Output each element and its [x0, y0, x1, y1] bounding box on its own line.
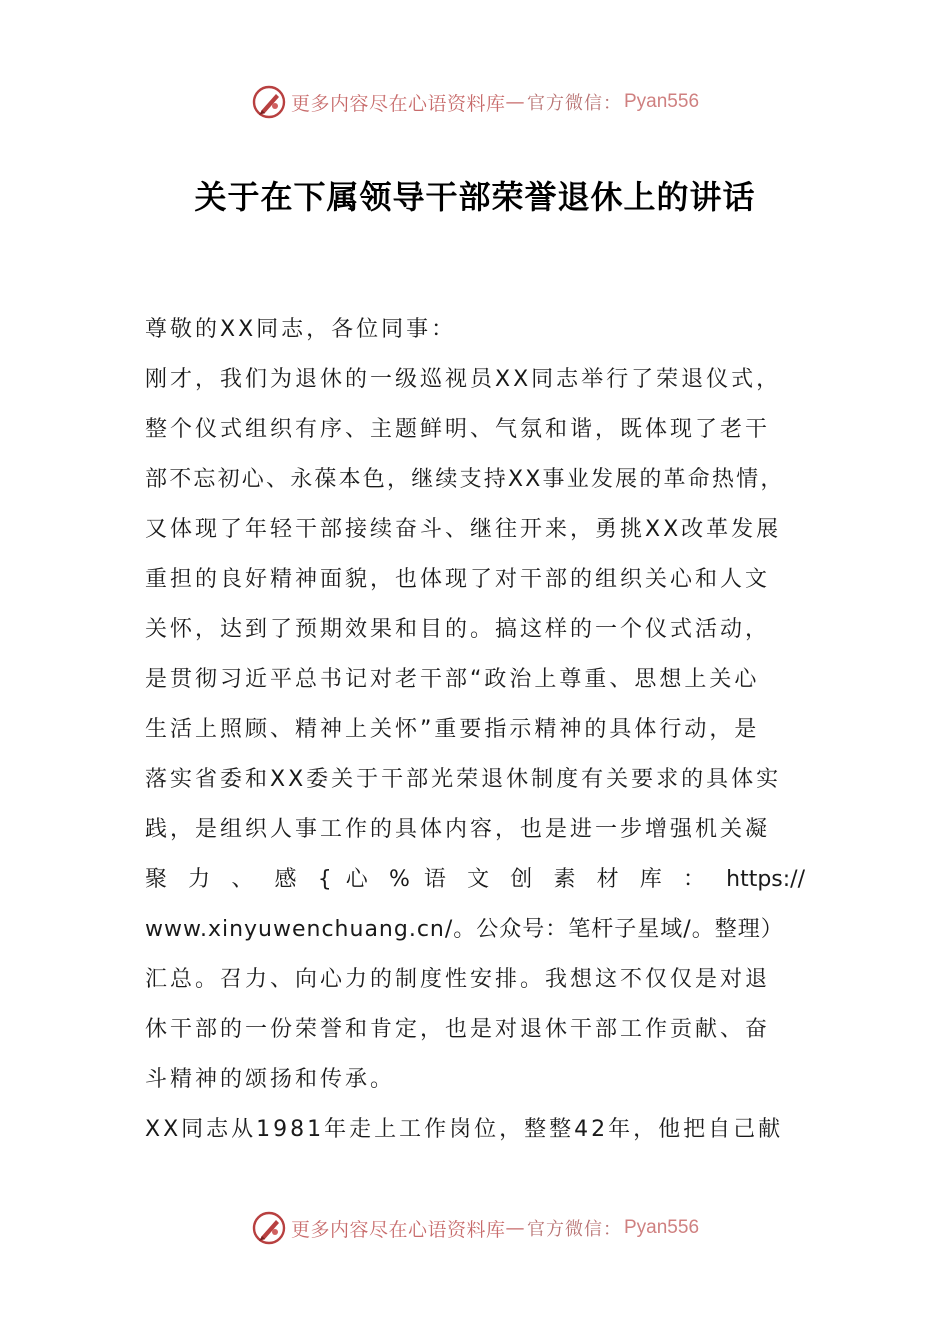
body-line: 斗精神的颂扬和传承。: [145, 1067, 396, 1092]
body-line: 践，是组织人事工作的具体内容，也是进一步增强机关凝: [145, 817, 771, 842]
body-line-with-link: www.xinyuwenchuang.cn/。公众号：笔杆子星域/。整理）: [145, 917, 784, 942]
body-line: 刚才，我们为退休的一级巡视员XX同志举行了荣退仪式，: [145, 367, 782, 392]
body-line-with-link: 聚 力 、 感 { 心 % 语 文 创 素 材 库 ： https://: [145, 867, 805, 892]
header-watermark-banner: [0, 82, 950, 122]
body-line: 尊敬的XX同志，各位同事：: [145, 317, 457, 342]
body-line: XX同志从1981年走上工作岗位，整整42年，他把自己献: [145, 1117, 784, 1142]
body-line: 生活上照顾、精神上关怀”重要指示精神的具体行动，是: [145, 717, 760, 742]
body-line: 休干部的一份荣誉和肯定，也是对退休干部工作贡献、奋: [145, 1017, 771, 1042]
body-line: 整个仪式组织有序、主题鲜明、气氛和谐，既体现了老干: [145, 417, 771, 442]
banner-wechat-id: Pyan556: [624, 1217, 700, 1238]
body-line: 关怀，达到了预期效果和目的。搞这样的一个仪式活动，: [145, 617, 771, 642]
body-line: 又体现了年轻干部接续奋斗、继往开来，勇挑XX改革发展: [145, 517, 782, 542]
banner-text: 更多内容尽在心语资料库: [290, 1218, 506, 1241]
banner-wechat-label: 官方微信：: [527, 1219, 622, 1240]
document-title: 关于在下属领导干部荣誉退休上的讲话: [194, 178, 756, 216]
banner-text: 更多内容尽在心语资料库: [290, 92, 506, 115]
banner-wechat-id: Pyan556: [624, 91, 700, 112]
body-line: 重担的良好精神面貌，也体现了对干部的组织关心和人文: [145, 567, 771, 592]
banner-dash: —: [505, 1217, 525, 1239]
document-body: [145, 305, 805, 1155]
body-line: 汇总。召力、向心力的制度性安排。我想这不仅仅是对退: [145, 967, 771, 992]
footer-watermark-banner: [0, 1208, 950, 1248]
pen-logo-icon: [251, 1210, 287, 1246]
banner-dash: —: [505, 91, 525, 113]
body-line: 是贯彻习近平总书记对老干部“政治上尊重、思想上关心: [145, 667, 760, 692]
pen-logo-icon: [251, 84, 287, 120]
banner-wechat-label: 官方微信：: [527, 93, 622, 114]
body-line: 落实省委和XX委关于干部光荣退休制度有关要求的具体实: [145, 767, 782, 792]
body-line: 部不忘初心、永葆本色，继续支持XX事业发展的革命热情，: [145, 467, 785, 492]
